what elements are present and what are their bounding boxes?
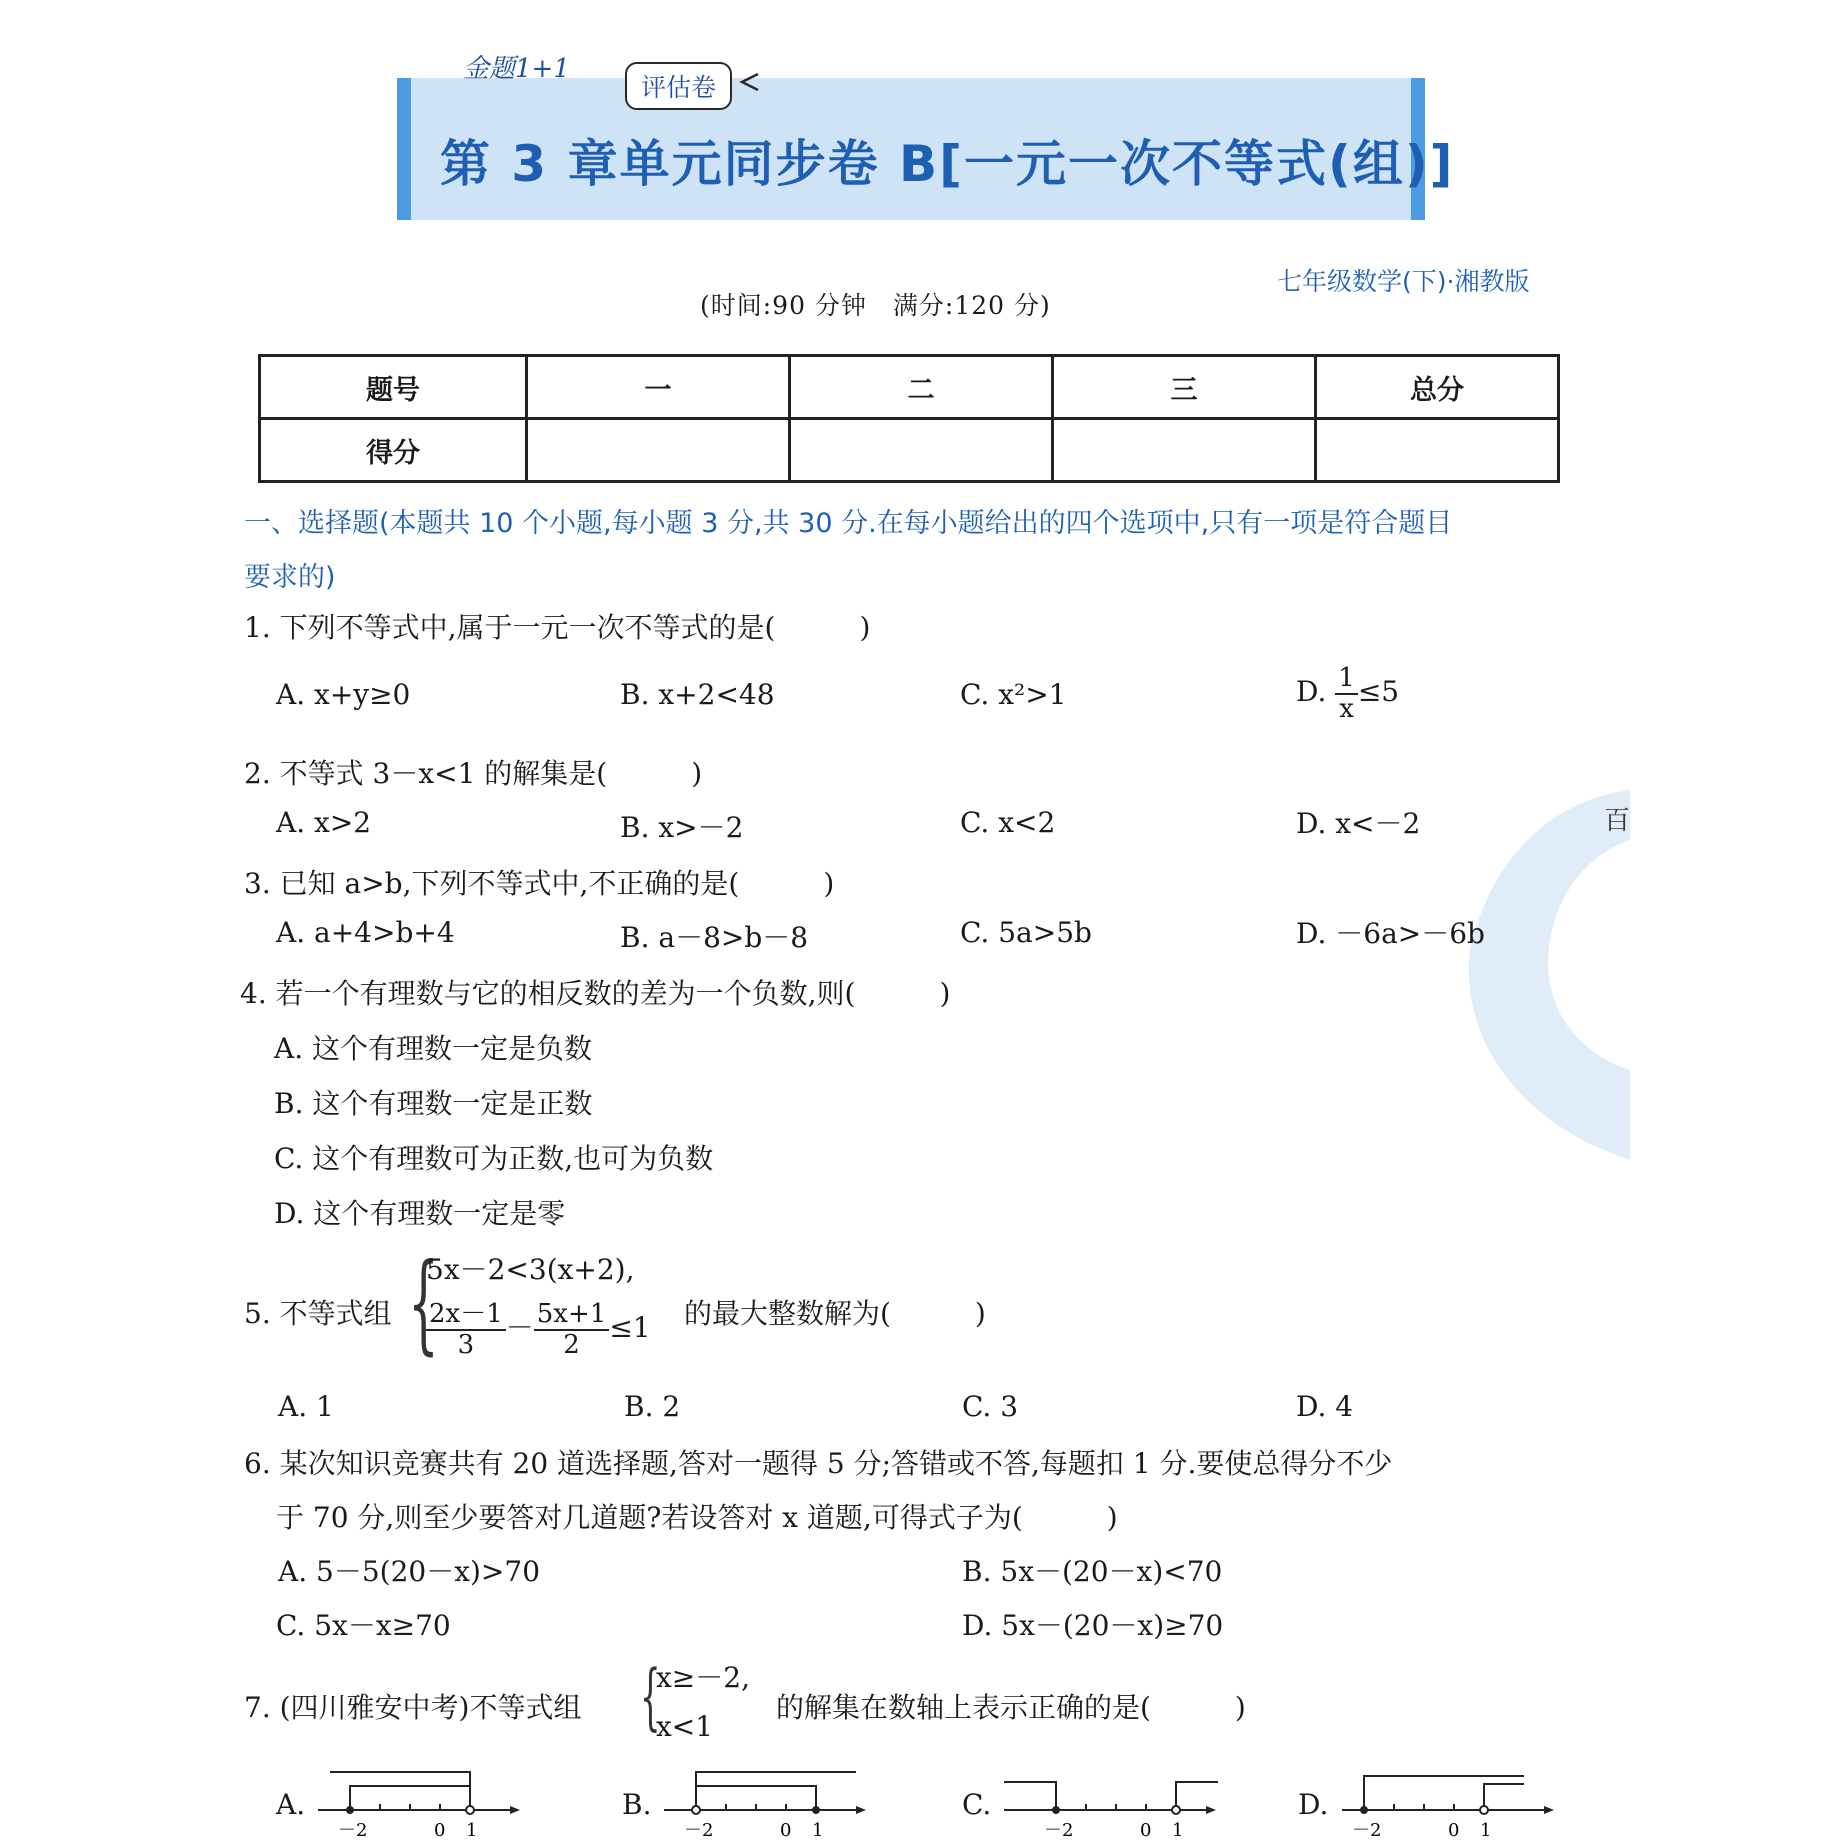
question-3: 3. 已知 a>b,下列不等式中,不正确的是( ) [244, 867, 835, 900]
svg-text:1: 1 [1480, 1820, 1492, 1841]
option-c: C. [962, 1788, 992, 1821]
number-line-a [310, 1764, 530, 1842]
option-d: D. 5x－(20－x)≥70 [962, 1609, 1224, 1642]
system-line-1: x≥－2, [656, 1661, 750, 1694]
svg-text:－2: －2 [338, 1820, 368, 1841]
svg-text:0: 0 [780, 1820, 792, 1841]
table-cell: 总分 [1316, 356, 1559, 419]
table-cell: 得分 [260, 419, 527, 482]
option-b: B. 这个有理数一定是正数 [274, 1087, 593, 1120]
option-d: D. －6a>－6b [1296, 917, 1485, 950]
operator: － [505, 1311, 534, 1345]
option-c: C. x²>1 [960, 678, 1067, 711]
option-b: B. a－8>b－8 [620, 921, 809, 954]
brace-symbol: { [640, 1654, 661, 1738]
table-cell: 一 [527, 356, 790, 419]
evaluation-badge: 评估卷 [625, 62, 732, 110]
option-a: A. x+y≥0 [276, 678, 411, 711]
svg-text:0: 0 [1448, 1820, 1460, 1841]
fraction [1335, 664, 1358, 723]
option-c: C. 5a>5b [960, 916, 1092, 949]
fraction-numerator: 5x+1 [534, 1300, 610, 1331]
grade-edition: 七年级数学(下)·湘教版 [1277, 267, 1530, 296]
score-cell [527, 419, 790, 482]
section-heading-line: 一、选择题(本题共 10 个小题,每小题 3 分,共 30 分.在每小题给出的四个选项中,只有一项是符合题目 [244, 508, 1453, 539]
table-cell: 三 [1053, 356, 1316, 419]
option-a: A. a+4>b+4 [276, 916, 455, 949]
option-b: B. x>－2 [620, 811, 744, 844]
fraction-denominator: x [1339, 693, 1354, 724]
svg-text:－2: －2 [1352, 1820, 1382, 1841]
section-heading-line: 要求的) [244, 562, 336, 593]
handwritten-mark: 百 [1604, 806, 1631, 836]
score-cell [1316, 419, 1559, 482]
option-a: A. x>2 [276, 806, 372, 839]
section-heading [244, 497, 1584, 605]
option-a: A. 这个有理数一定是负数 [274, 1032, 593, 1065]
option-a: A. 5－5(20－x)>70 [278, 1555, 541, 1588]
option-c: C. 这个有理数可为正数,也可为负数 [274, 1142, 714, 1175]
badge-arrow-icon [738, 70, 762, 94]
option-d [1296, 664, 1399, 723]
option-b: B. [622, 1788, 652, 1821]
option-c: C. x<2 [960, 806, 1056, 839]
score-table-score-row [260, 419, 1559, 482]
svg-text:1: 1 [812, 1820, 824, 1841]
option-b: B. x+2<48 [620, 678, 775, 711]
svg-text:0: 0 [1140, 1820, 1152, 1841]
fraction [426, 1300, 506, 1359]
svg-text:－2: －2 [684, 1820, 714, 1841]
system-line-2: x<1 [656, 1710, 714, 1743]
brand-logo: 金题1+1 [463, 54, 570, 84]
score-table-header-row [260, 356, 1559, 419]
svg-text:0: 0 [434, 1820, 446, 1841]
svg-text:1: 1 [1172, 1820, 1184, 1841]
table-cell: 题号 [260, 356, 527, 419]
fraction [534, 1300, 610, 1359]
fraction-numerator: 2x－1 [426, 1300, 506, 1331]
score-cell [1053, 419, 1316, 482]
number-line-d [1334, 1764, 1564, 1842]
option-d: D. 这个有理数一定是零 [274, 1197, 566, 1230]
option-label: D. [1296, 675, 1336, 709]
option-d: D. 4 [1296, 1390, 1354, 1423]
question-6-line-1: 6. 某次知识竞赛共有 20 道选择题,答对一题得 5 分;答错或不答,每题扣 1 分.要使总得分不少 [244, 1447, 1393, 1480]
question-stem: 1. 下列不等式中,属于一元一次不等式的是( ) [244, 611, 871, 644]
option-b: B. 2 [624, 1390, 681, 1423]
fraction-denominator: 2 [563, 1329, 580, 1360]
fraction-denominator: 3 [457, 1329, 475, 1360]
svg-text:1: 1 [466, 1820, 478, 1841]
option-a: A. 1 [278, 1390, 334, 1423]
question-4: 4. 若一个有理数与它的相反数的差为一个负数,则( ) [240, 977, 951, 1010]
operator: ≤1 [609, 1311, 651, 1345]
number-line-c [996, 1764, 1226, 1842]
option-text: ≤5 [1357, 675, 1400, 709]
number-line-b [656, 1764, 876, 1842]
question-2: 2. 不等式 3－x<1 的解集是( ) [244, 757, 703, 790]
question-6-line-2: 于 70 分,则至少要答对几道题?若设答对 x 道题,可得式子为( ) [276, 1501, 1118, 1534]
question-5-prefix: 5. 不等式组 [244, 1297, 392, 1330]
option-c: C. 3 [962, 1390, 1019, 1423]
question-1 [244, 606, 870, 646]
option-d: D. [1298, 1788, 1329, 1821]
system-line-2 [426, 1300, 651, 1359]
table-cell: 二 [790, 356, 1053, 419]
option-c: C. 5x－x≥70 [276, 1609, 451, 1642]
system-line-1: 5x－2<3(x+2), [426, 1253, 635, 1286]
page-title: 第 3 章单元同步卷 B[一元一次不等式(组)] [440, 135, 1455, 193]
question-7-prefix: 7. (四川雅安中考)不等式组 [244, 1691, 582, 1724]
option-b: B. 5x－(20－x)<70 [962, 1555, 1223, 1588]
fraction-numerator: 1 [1335, 664, 1358, 695]
question-7-suffix: 的解集在数轴上表示正确的是( ) [776, 1691, 1246, 1724]
svg-text:－2: －2 [1044, 1820, 1074, 1841]
option-a: A. [276, 1788, 306, 1821]
score-table [258, 354, 1560, 483]
question-5-suffix: 的最大整数解为( ) [684, 1297, 986, 1330]
brace-symbol: { [408, 1241, 439, 1366]
score-cell [790, 419, 1053, 482]
time-info: (时间:90 分钟 满分:120 分) [700, 291, 1051, 320]
option-d: D. x<－2 [1296, 807, 1421, 840]
